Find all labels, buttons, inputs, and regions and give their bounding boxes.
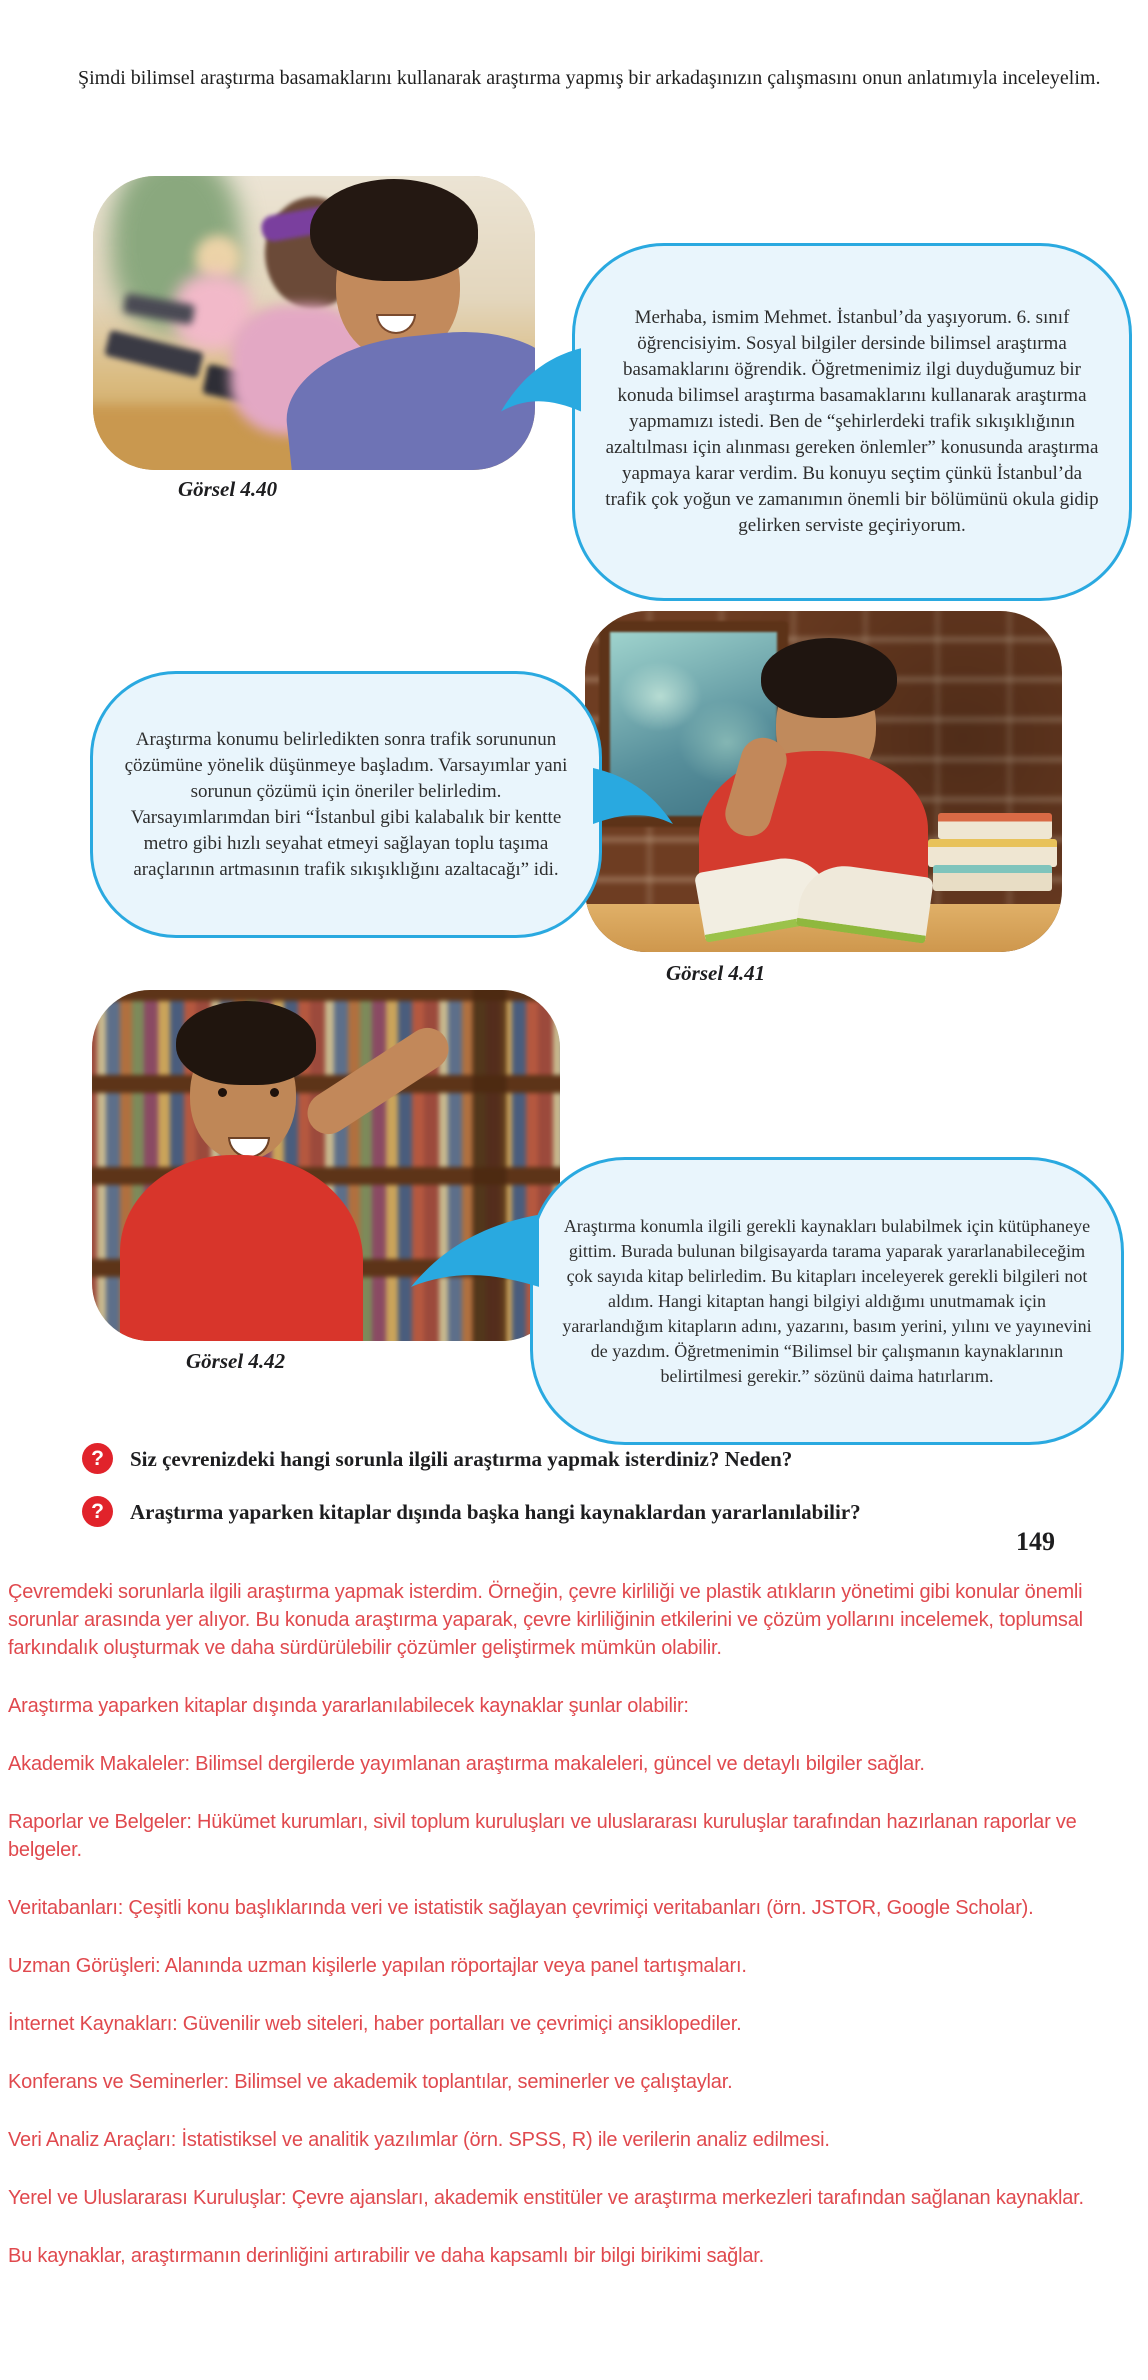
speech-bubble-library-sources <box>530 1157 1124 1445</box>
answer-paragraph: Konferans ve Seminerler: Bilimsel ve akademik toplantılar, seminerler ve çalıştaylar. <box>8 2071 733 2093</box>
figure-caption: Görsel 4.42 <box>186 1349 286 1373</box>
stacked-book <box>933 865 1052 891</box>
question-mark-icon: ? <box>82 1496 113 1527</box>
page-number: 149 <box>1016 1527 1055 1556</box>
answer-paragraph: Raporlar ve Belgeler: Hükümet kurumları, sivil toplum kuruluşları ve uluslararası kuruluşlar tarafından hazırlanan raporlar ve belgeler. <box>8 1811 1077 1861</box>
figure-caption: Görsel 4.41 <box>666 961 766 985</box>
answer-paragraph: Çevremdeki sorunlarla ilgili araştırma yapmak isterdim. Örneğin, çevre kirliliği ve plastik atıkların yönetimi gibi konular önemli sorunlar arasında yer alıyor. Bu konuda araştırma yaparak, çevre kirliliğinin etkilerini ve çözüm yollarını incelemek, toplumsal farkındalık oluşturmak ve daha sürdürülebilir çözümler geliştirmek mümkün olabilir. <box>8 1581 1083 1659</box>
speech-bubble-text: Merhaba, ismim Mehmet. İstanbul’da yaşıyorum. 6. sınıf öğrencisiyim. Sosyal bilgiler dersinde bilimsel araştırma basamaklarını öğrendik. Öğretmenimiz ilgi duyduğumuz bir konuda bilimsel araştırma basamaklarını kullanarak araştırma yapmamızı istedi. Ben de “şehirlerdeki trafik sıkışıklığının azaltılması için alınması gereken önlemler” konusunda araştırma yapmaya karar verdim. Bu konuyu seçtim çünkü İstanbul’da trafik çok yoğun ve zamanımın önemli bir bölümünü okula gidip gelirken serviste geçiriyorum. <box>605 307 1099 536</box>
speech-bubble-tail-right <box>593 766 673 828</box>
answer-paragraph: İnternet Kaynakları: Güvenilir web siteleri, haber portalları ve çevrimiçi ansiklopediler. <box>8 2013 742 2035</box>
speech-bubble-text: Araştırma konumu belirledikten sonra trafik sorununun çözümüne yönelik düşünmeye başladım. Varsayımlar yani sorunun çözümü için öneriler belirledim. Varsayımlarımdan biri “İstanbul gibi kalabalık bir kentte metro gibi hızlı seyahat etmeyi sağlayan toplu taşıma araçlarının artmasının trafik sıkışıklığını azaltacağı” idi. <box>124 728 568 880</box>
answer-paragraph: Uzman Görüşleri: Alanında uzman kişilerle yapılan röportajlar veya panel tartışmaları. <box>8 1955 747 1977</box>
answer-paragraph: Veri Analiz Araçları: İstatistiksel ve analitik yazılımlar (örn. SPSS, R) ile verilerin analiz edilmesi. <box>8 2129 830 2151</box>
question-text: Araştırma yaparken kitaplar dışında başka hangi kaynaklardan yararlanılabilir? <box>130 1500 861 1524</box>
speech-bubble-hypotheses <box>90 671 602 938</box>
answer-paragraph: Akademik Makaleler: Bilimsel dergilerde yayımlanan araştırma makaleleri, güncel ve detaylı bilgiler sağlar. <box>8 1753 925 1775</box>
intro-paragraph: Şimdi bilimsel araştırma basamaklarını kullanarak araştırma yapmış bir arkadaşınızın çalışmasını onun anlatımıyla inceleyelim. <box>78 67 1101 89</box>
boy-hair <box>761 638 897 718</box>
answer-paragraph: Araştırma yaparken kitaplar dışında yararlanılabilecek kaynaklar şunlar olabilir: <box>8 1695 689 1717</box>
question-row <box>82 1496 1092 1528</box>
figure-caption: Görsel 4.40 <box>178 477 278 501</box>
speech-bubble-text: Araştırma konumla ilgili gerekli kaynakları bulabilmek için kütüphaneye gittim. Burada bulunan bilgisayarda tarama yaparak yararlanabileceğim çok sayıda kitap belirledim. Bu kitapları inceleyerek gerekli bilgileri not aldım. Hangi kitaptan hangi bilgiyi aldığımı unutmamak için yararlandığım kitapların adını, yazarını, basım yerini, yılını ve yayınevini de yazdım. Öğretmenimin “Bilimsel bir çalışmanın kaynaklarının belirtilmesi gerekir.” sözünü daima hatırlarım. <box>562 1215 1092 1386</box>
speech-bubble-tail-left <box>501 346 581 416</box>
speech-bubble-tail-left <box>411 1212 539 1292</box>
stacked-book <box>938 813 1052 839</box>
answer-paragraph: Bu kaynaklar, araştırmanın derinliğini artırabilir ve daha kapsamlı bir bilgi birikimi sağlar. <box>8 2245 764 2267</box>
answer-paragraph: Veritabanları: Çeşitli konu başlıklarında veri ve istatistik sağlayan çevrimiçi veritabanları (örn. JSTOR, Google Scholar). <box>8 1897 1034 1919</box>
boy-hair <box>176 1001 316 1085</box>
stacked-book <box>928 839 1057 867</box>
speech-bubble-topic-selection <box>572 243 1132 601</box>
question-text: Siz çevrenizdeki hangi sorunla ilgili araştırma yapmak isterdiniz? Neden? <box>130 1447 793 1471</box>
question-row <box>82 1443 1092 1475</box>
boy-hair <box>310 179 478 281</box>
figure-photo-computer-lab <box>93 176 535 470</box>
answer-text-section <box>8 1578 1134 2300</box>
answer-paragraph: Yerel ve Uluslararası Kuruluşlar: Çevre ajansları, akademik enstitüler ve araştırma merkezleri tarafından sağlanan kaynaklar. <box>8 2187 1084 2209</box>
question-mark-icon: ? <box>82 1443 113 1474</box>
